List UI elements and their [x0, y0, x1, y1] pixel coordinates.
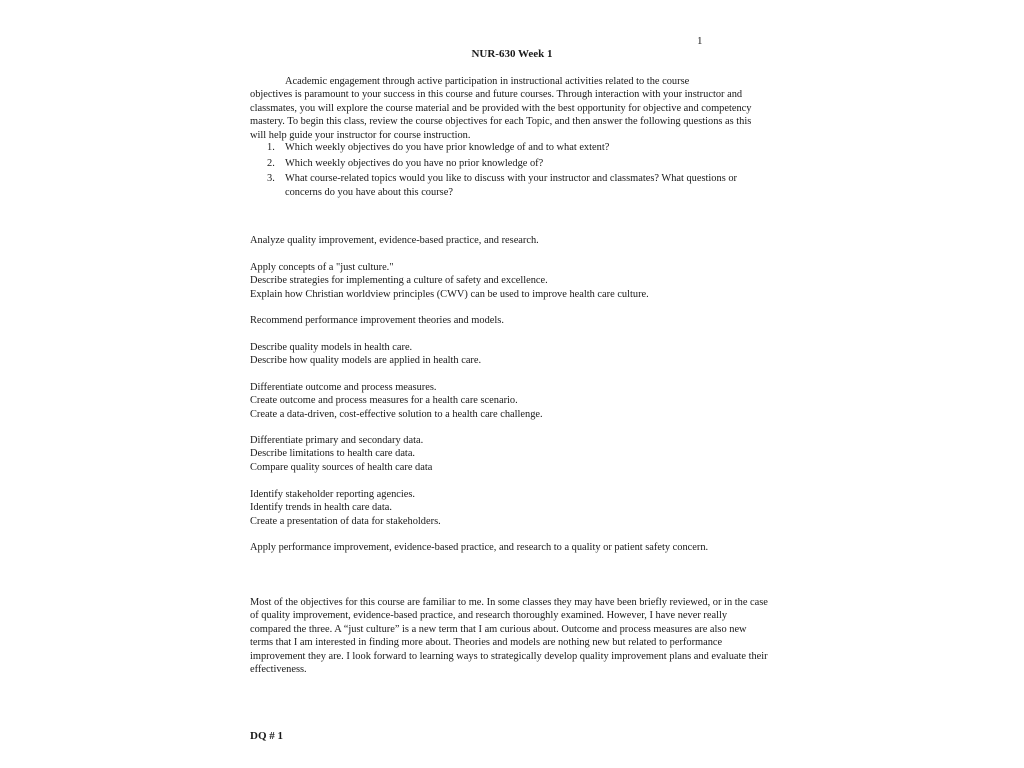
objective-line: Create a data-driven, cost-effective solution to a health care challenge. [250, 408, 543, 420]
objective-line: Describe limitations to health care data. [250, 448, 416, 460]
objective-line: Describe quality models in health care. [250, 342, 413, 353]
objective-line: Identify stakeholder reporting agencies. [250, 489, 416, 500]
question-list [250, 141, 770, 201]
objective-group [250, 434, 810, 474]
objective-group [250, 341, 810, 368]
objective-line: Compare quality sources of health care data [250, 461, 433, 473]
question-number: 1. [267, 142, 275, 153]
objective-line: Identify trends in health care data. [250, 502, 392, 514]
question-item [250, 141, 770, 154]
question-number: 2. [267, 157, 275, 169]
objective-line: Differentiate primary and secondary data. [250, 435, 424, 446]
objective-line: Explain how Christian worldview principles (CWV) can be used to improve health care culture. [250, 288, 649, 300]
intro-first-line: Academic engagement through active participation in instructional activities related to the course [285, 76, 690, 87]
intro-rest: objectives is paramount to your success in this course and future courses. Through interaction with your instructor and classmates, you will explore the course material and be provided with the best opportunity for objective and competency mastery. To begin this class, review the course objectives for each Topic, and then answer the following questions as this will help guide your instructor for course instruction. [250, 89, 752, 141]
objective-group [250, 381, 810, 421]
objective-line: Recommend performance improvement theories and models. [250, 315, 504, 326]
question-text: Which weekly objectives do you have prior knowledge of and to what extent? [285, 142, 610, 153]
document-title: NUR-630 Week 1 [471, 48, 553, 60]
objective-group [250, 234, 810, 247]
objective-line: Create outcome and process measures for a health care scenario. [250, 395, 518, 407]
objective-line: Apply performance improvement, evidence-based practice, and research to a quality or patient safety concern. [250, 542, 709, 553]
page-number: 1 [697, 35, 703, 47]
reflection-paragraph: Most of the objectives for this course are familiar to me. In some classes they may have been briefly reviewed, or in the case of quality improvement, evidence-based practice, and research thoroughly examined. However, I have never really compared the three. A “just culture” is a new term that I am curious about. Outcome and process measures are also new terms that I am interested in finding more about. Theories and models are nothing new but related to performance improvement they are. I look forward to learning ways to strategically develop quality improvement plans and evaluate their effectiveness. [250, 597, 768, 676]
objective-line: Apply concepts of a "just culture." [250, 262, 394, 273]
question-text: Which weekly objectives do you have no prior knowledge of? [285, 157, 544, 169]
question-number: 3. [267, 173, 275, 185]
intro-paragraph [250, 75, 770, 142]
question-text: What course-related topics would you like to discuss with your instructor and classmates? What questions or concerns do you have about this course? [285, 173, 737, 198]
objective-line: Create a presentation of data for stakeholders. [250, 515, 441, 527]
objective-group [250, 314, 810, 327]
objective-line: Describe strategies for implementing a culture of safety and excellence. [250, 275, 548, 287]
question-item [250, 172, 770, 199]
objective-group [250, 261, 810, 301]
objective-group [250, 488, 810, 528]
objective-group [250, 541, 810, 554]
objective-line: Describe how quality models are applied in health care. [250, 355, 482, 367]
objective-line: Differentiate outcome and process measures. [250, 382, 437, 393]
question-item [250, 157, 770, 170]
objective-line: Analyze quality improvement, evidence-based practice, and research. [250, 235, 539, 246]
dq-heading: DQ # 1 [250, 730, 283, 742]
